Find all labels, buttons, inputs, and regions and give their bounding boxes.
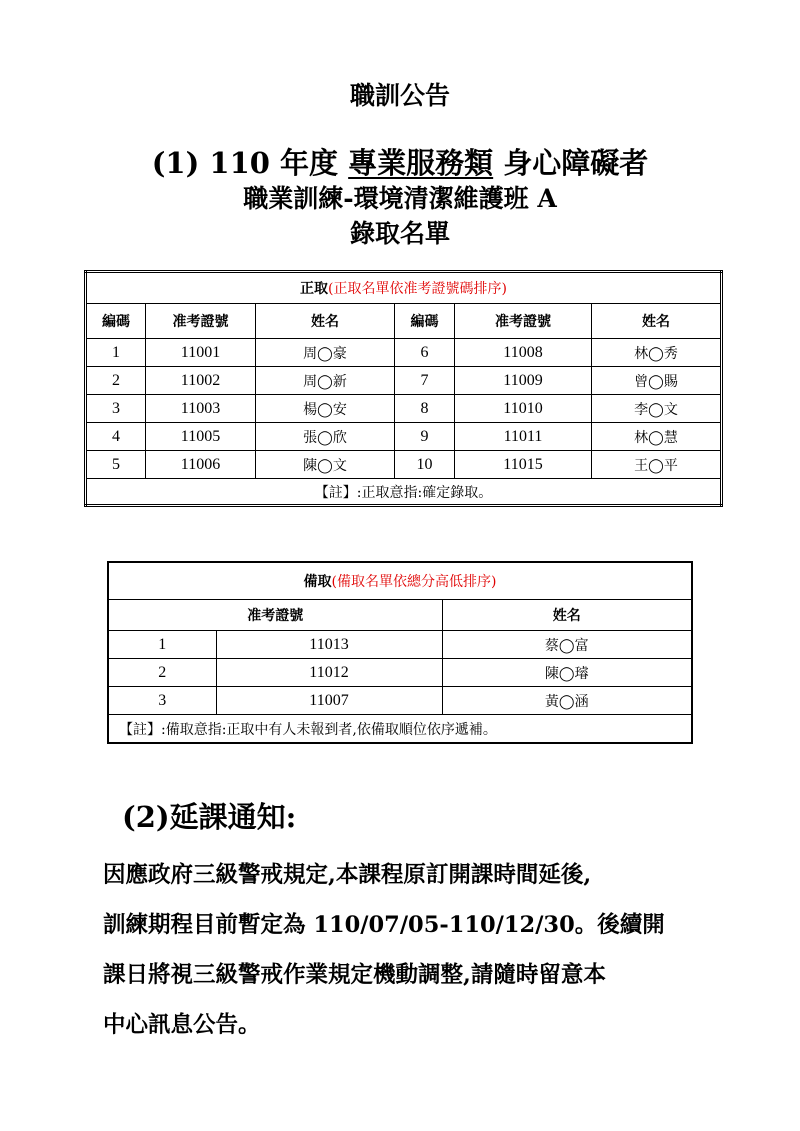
cell-name: 王◯平	[592, 451, 722, 479]
regular-admission-table	[84, 270, 723, 507]
notice-line: 訓練期程目前暫定為 110/07/05-110/12/30。後續開	[103, 912, 665, 938]
cell-exam-id: 11015	[455, 451, 592, 479]
cell-name: 陳◯文	[256, 451, 395, 479]
cell-exam-id: 11009	[455, 367, 592, 395]
cell-exam-id: 11003	[146, 395, 256, 423]
cell-number: 5	[86, 451, 146, 479]
cell-exam-id: 11008	[455, 339, 592, 367]
program-year: (1) 110 年度	[151, 146, 349, 180]
cell-number: 10	[395, 451, 455, 479]
cell-number: 7	[395, 367, 455, 395]
cell-name: 林◯慧	[592, 423, 722, 451]
cell-name: 曾◯賜	[592, 367, 722, 395]
cell-name: 黃◯涵	[442, 687, 692, 715]
header-exam-id: 准考證號	[146, 304, 256, 339]
cell-exam-id: 11006	[146, 451, 256, 479]
program-category: 專業服務類	[348, 146, 494, 180]
notice-line: 課日將視三級警戒作業規定機動調整,請隨時留意本	[103, 962, 606, 988]
postponement-notice	[103, 850, 723, 1050]
header-number: 編碼	[395, 304, 455, 339]
waitlist-caption-label: 備取	[303, 574, 332, 590]
cell-exam-id: 11012	[216, 659, 442, 687]
cell-rank: 1	[108, 631, 216, 659]
cell-exam-id: 11001	[146, 339, 256, 367]
regular-caption-label: 正取	[300, 281, 329, 297]
cell-number: 8	[395, 395, 455, 423]
cell-number: 6	[395, 339, 455, 367]
header-exam-id: 准考證號	[108, 600, 442, 631]
header-exam-id: 准考證號	[455, 304, 592, 339]
waitlist-note: 【註】:備取意指:正取中有人未報到者,依備取順位依序遞補。	[108, 715, 692, 744]
header-name: 姓名	[256, 304, 395, 339]
regular-caption-note: (正取名單依准考證號碼排序)	[328, 281, 507, 297]
program-target: 身心障礙者	[493, 146, 649, 180]
course-name: 職業訓練-環境清潔維護班 A	[243, 184, 557, 213]
cell-name: 周◯豪	[256, 339, 395, 367]
waitlist-table	[107, 561, 693, 744]
cell-number: 9	[395, 423, 455, 451]
cell-number: 4	[86, 423, 146, 451]
cell-name: 蔡◯富	[442, 631, 692, 659]
table-row	[86, 339, 722, 367]
cell-name: 李◯文	[592, 395, 722, 423]
cell-name: 林◯秀	[592, 339, 722, 367]
cell-name: 陳◯璿	[442, 659, 692, 687]
table-row	[86, 395, 722, 423]
cell-exam-id: 11011	[455, 423, 592, 451]
header-name: 姓名	[592, 304, 722, 339]
announcement-title: 職訓公告	[349, 81, 450, 110]
cell-name: 周◯新	[256, 367, 395, 395]
cell-number: 3	[86, 395, 146, 423]
table-row	[108, 631, 692, 659]
table-row	[86, 423, 722, 451]
cell-number: 2	[86, 367, 146, 395]
program-title	[0, 141, 800, 182]
header-name: 姓名	[442, 600, 692, 631]
cell-rank: 3	[108, 687, 216, 715]
cell-exam-id: 11005	[146, 423, 256, 451]
notice-line: 中心訊息公告。	[103, 1012, 261, 1038]
cell-number: 1	[86, 339, 146, 367]
table-row	[86, 367, 722, 395]
cell-exam-id: 11013	[216, 631, 442, 659]
cell-exam-id: 11007	[216, 687, 442, 715]
table-row	[108, 659, 692, 687]
waitlist-caption-note: (備取名單依總分高低排序)	[331, 574, 497, 590]
header-number: 編碼	[86, 304, 146, 339]
cell-exam-id: 11002	[146, 367, 256, 395]
table-row	[86, 451, 722, 479]
cell-rank: 2	[108, 659, 216, 687]
notice-line: 因應政府三級警戒規定,本課程原訂開課時間延後,	[103, 862, 592, 888]
postponement-heading: (2)延課通知:	[122, 800, 297, 834]
regular-note: 【註】:正取意指:確定錄取。	[86, 479, 722, 506]
cell-name: 張◯欣	[256, 423, 395, 451]
table-row	[108, 687, 692, 715]
cell-exam-id: 11010	[455, 395, 592, 423]
cell-name: 楊◯安	[256, 395, 395, 423]
list-title: 錄取名單	[349, 219, 450, 248]
waitlist-caption	[108, 562, 692, 600]
regular-caption	[86, 272, 722, 304]
